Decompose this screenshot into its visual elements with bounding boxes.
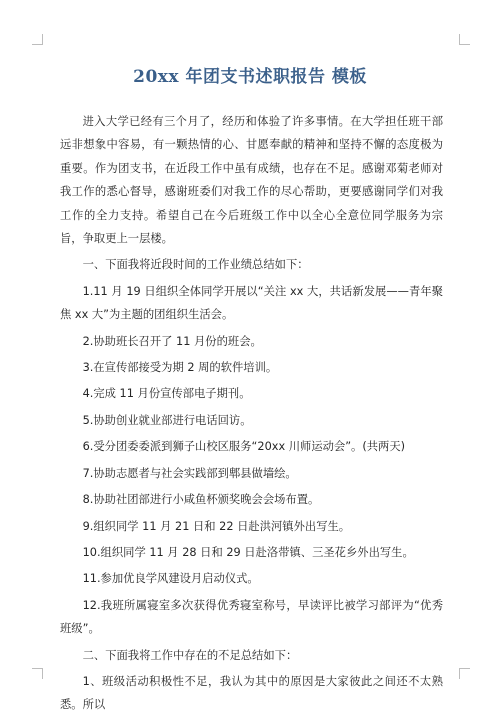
section-heading-achievements: 一、下面我将近段时间的工作业绩总结如下：	[82, 258, 309, 272]
crop-mark-top-left	[32, 34, 43, 45]
document-title: 20xx 年团支书述职报告 模板	[133, 67, 367, 87]
list-item: 9.组织同学 11 月 21 日和 22 日赴洪河镇外出写生。	[82, 519, 351, 533]
list-item: 1、班级活动积极性不足，我认为其中的原因是大家彼此之间还不太熟悉。所以	[60, 674, 443, 712]
list-item: 11.参加优良学风建设月启动仪式。	[82, 572, 259, 586]
crop-mark-bottom-right	[459, 668, 470, 679]
document-body	[60, 110, 443, 720]
list-item: 1.11 月 19 日组织全体同学开展以“关注 xx 大，共话新发展——青年聚焦 xx 大”为主题的团组织生活会。	[60, 284, 443, 322]
intro-paragraph: 进入大学已经有三个月了，经历和体验了许多事情。在大学担任班干部远非想象中容易，有一颗热情的心、甘愿奉献的精神和坚持不懈的态度极为重要。作为团支书，在近段工作中虽有成绩，也存在不足。感谢邓菊老师对我工作的悉心督导，感谢班委们对我工作的尽心帮助，更要感谢同学们对我工作的全力支持。希望自己在今后班级工作中以全心全意位同学服务为宗旨，争取更上一层楼。	[60, 115, 443, 246]
list-item: 12.我班所属寝室多次获得优秀寝室称号，早读评比被学习部评为“优秀班级”。	[60, 598, 443, 636]
list-item: 6.受分团委委派到狮子山校区服务“20xx 川师运动会”。(共两天)	[82, 440, 406, 454]
list-item: 7.协助志愿者与社会实践部到郫县做墙绘。	[82, 466, 297, 480]
list-item: 4.完成 11 月份宣传部电子期刊。	[82, 387, 251, 401]
crop-mark-top-right	[459, 34, 470, 45]
crop-mark-bottom-left	[32, 668, 43, 679]
list-item: 10.组织同学 11 月 28 日和 29 日赴洛带镇、三圣花乡外出写生。	[82, 545, 414, 559]
list-item: 8.协助社团部进行小咸鱼杯颁奖晚会会场布置。	[82, 493, 320, 507]
section-heading-shortcomings: 二、下面我将工作中存在的不足总结如下：	[82, 648, 298, 662]
list-item: 2.协助班长召开了 11 月份的班会。	[82, 334, 262, 348]
list-item: 3.在宣传部接受为期 2 周的软件培训。	[82, 361, 278, 375]
list-item: 5.协助创业就业部进行电话回访。	[82, 413, 252, 427]
